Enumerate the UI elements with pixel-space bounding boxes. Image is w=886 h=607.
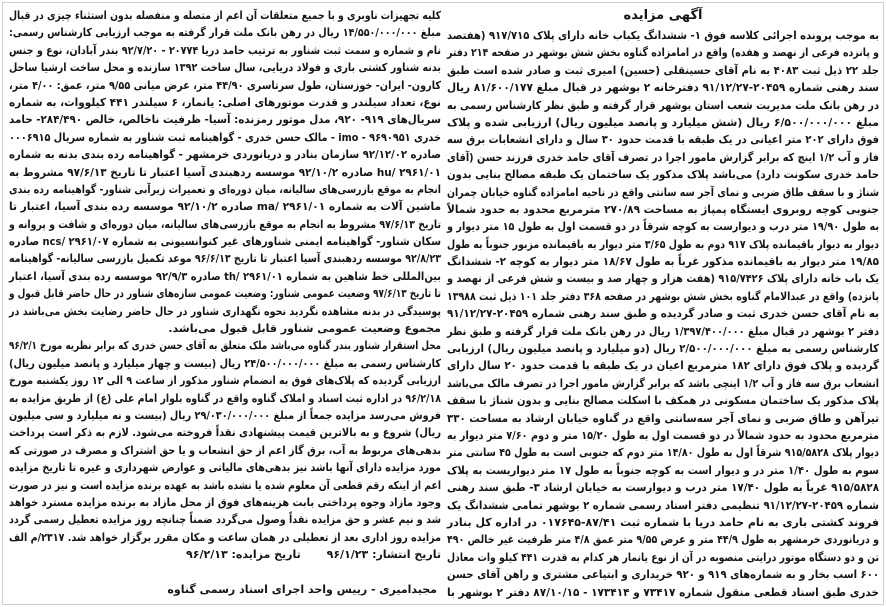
auction-date: تاریخ مزایده: ۹۶/۲/۱۳ <box>186 548 301 562</box>
text-line: سند رهنی شماره ۲۰۴۵۹-۹۱/۱۲/۲۷ دفترخانه ۲ بوشهر در قبال مبلغ ۸۱/۶۰۰/۱۷۷ ریال <box>447 81 879 95</box>
blank-line <box>9 564 441 581</box>
text-line: تاریخ ۹۷/۶/۱۳ مشروط به انجام به موقع بازرسی‌های سالیانه، میان دوره‌ای و شافت و پروانه و <box>9 217 441 231</box>
text-line: پوسیدگی در بدنه مشاهده نگردید نحوه نگهداری شناور در حال حاضر رضایت بخش می‌باشد در <box>8 304 441 318</box>
text-line: حامد خدری سکونت دارد) می‌باشد پلاک مذکور یک ساختمان یک طبقه مصالح بنایی بدون <box>447 168 879 182</box>
text-line: بدنه شناور کشتی باری و فولاد دریایی، سال ساخت ۱۳۹۲ سازنده و محل ساخت ارشیا ساحل <box>9 61 441 75</box>
text-line: شد و نیم عشر و حق مزایده نقداً وصول می‌گردد ضمناً چنانچه روز مزایده تعطیل رسمی گردد <box>8 513 441 527</box>
text-line: یک باب خانه دارای پلاک ۹۱۵/۷۴۲۶ (هفت هزار و چهار صد و بیست و شش فرعی از نهصد و <box>447 272 879 286</box>
right-column-body <box>447 27 879 601</box>
text-line: ۹۶/۲/۱۸ در اداره ثبت اسناد و املاک گناوه واقع در گناوه بلوار امام علی (ع) از طریق مزایده به <box>9 391 441 405</box>
text-line: فوق دارای ۲۰۲ متر اعیانی در یک طبقه با قدمت حدود ۳۰ سال و دارای انشعابات برق سه <box>447 133 879 147</box>
text-line: بدهی‌های مربوط به آب، برق گاز اعم از حق انشعاب و یا حق اشتراک و مصرف در صورتی که <box>8 443 441 457</box>
text-line: وجود مازاد وجوه پرداختی بابت هزینه‌های فوق از محل مازاد به برنده مزایده مسترد خواهد <box>9 495 441 509</box>
text-line: مبلغ ۱۴/۵۵۰/۰۰۰/۰۰۰ ریال در رهن بانک ملت قرار گرفته به موجب ارزیابی کارشناس رسمی: <box>9 26 441 40</box>
text-line: به طول ۱۹/۹۰ متر درب و دیوارست به کوچه شرقاً در دو قسمت اول به طول ۱۵ متر دیوار و <box>447 220 879 234</box>
text-line: شماره ۲۰۴۵۹-۹۱/۱۲/۲۷ تنظیمی دفتر اسناد رسمی شماره ۲ بوشهر تمامی ششدانگ یک <box>447 498 879 512</box>
text-line: دیوار پلاک ۹۱۵/۵۸۲۸ شرقاً اول به طول ۱۴/۸۰ متر دوم که جنوبی است به طول ۴۵ سانتی متر <box>446 446 879 460</box>
text-line: ارزیابی گردیده که پلاک‌های فوق به انضمام شناور مذکور از ساعت ۹ الی ۱۲ روز یکشنبه مورخ <box>9 374 442 388</box>
text-line: سریال‌های ۹۱۹- ۹۲۰، مدل موتور رمزنده: آسیا- ظرفیت ناخالص، خالص ۲۸۴/۴۹۰- حامد <box>8 113 441 127</box>
text-line: خدری ۹۶۹۰۹۵۱ - imo - مالک حسن خدری - گواهینامه ثبت شناور به شماره سریال ۰۰۰۶۹۱۵ <box>9 130 441 144</box>
text-line: ۶۰۰ اسب بخار و به شماره‌های ۹۱۹ و ۹۲۰ خریداری و ابتیاعی مشتری و راهن آقای حسن <box>447 568 879 582</box>
text-line: ریال) شروع و به بالاترین قیمت پیشنهادی نقداً فروخته می‌شود. لازم به ذکر است پرداخت <box>8 426 442 440</box>
text-line: ۹۲/۸/۲۳ موسسه ردهبندی آسیا اعتبار تا تاریخ ۹۶/۶/۱۳ موعد تکمیل بازرسی سالیانه- گواهینامه <box>9 252 441 266</box>
signature: مجیدامیری - رییس واحد اجرای اسناد رسمی گناوه <box>167 582 437 596</box>
text-line: اعم از اینکه رقم قطعی آن معلوم شده یا نشده باشد به عهده برنده مزایده است و نیز در صورت <box>8 478 442 492</box>
text-line: پانزده) واقع در عبدالامام گناوه بخش شش بوشهر در صفحه ۳۶۸ دفتر جلد ۱۰۱ ذیل ثبت ۱۳۹۸۸ <box>446 289 879 303</box>
text-line: و پانزده فرعی از نهصد و هفده) واقع در امامزاده گناوه بخش شش بوشهر در صفحه ۲۱۴ دفتر <box>447 46 879 60</box>
text-line: ماشین آلات به شماره ma/ ۲۹۶۱/۰۱ صادره ۹۲/۱۰/۲ موسسه رده بندی آسیا، اعتبار تا <box>8 200 441 214</box>
text-line: تن و دو دستگاه موتور درایتی منصوبه در آن از نوع یانمار هر کدام به قدرت ۴۴۱ کیلو وات معادل <box>447 550 879 564</box>
text-line: خدری طبق اسناد قطعی منقول شماره ۷۳۴۱۷ و ۱۷۳۴۱۴ - ۸۷/۱۰/۱۵ دفتر ۲ بوشهر با <box>447 585 879 599</box>
text-line: انجام به موقع بازرسی‌های سالیانه، میان دوره‌ای و تعمیرات زیرآبی شناور- گواهینامه رده بندی <box>9 182 441 196</box>
text-line: سوم به طول ۱/۴۰ متر در و دیوار است به کوچه جنوباً به طول ۱۷ متر دیواریست به پلاک <box>447 463 879 477</box>
text-line: صادره ۹۲/۱۲/۰۲ سازمان بنادر و دریانوردی خرمشهر - گواهینامه رده بندی بدنه به شماره <box>9 148 441 162</box>
publication-date: تاریخ انتشار: ۹۶/۱/۲۳ <box>326 548 441 562</box>
right-column <box>447 3 879 601</box>
text-line: مبلغ ۶/۵۰۰/۰۰۰/۰۰۰ ریال (شش میلیارد و پانصد میلیون ریال) ارزیابی شده و پلاک <box>447 115 879 129</box>
text-line: کارشناس رسمی به مبلغ ۲/۵۰۰/۰۰۰/۰۰۰ ریال (دو میلیارد و پانصد میلیون ریال) ارزیابی <box>447 342 879 356</box>
text-line: جنوبی کوچه روبروی ایستگاه پمپاژ به مساحت ۲۷۰/۸۹ مترمربع محدود به حدود شمالاً <box>447 202 879 216</box>
dates-line <box>9 546 441 563</box>
text-line: ۱۹/۸۵ متر دیوار به باقیمانده مذکور غرباً به طول ۱۸/۶۷ متر دیوار به کوچه ۲- ششدانگ <box>447 255 879 269</box>
text-line: و دریانوردی خرمشهر به طول ۴۴/۹ متر و عرض ۹/۵۵ متر عمق ۴/۸ متر ظرفیت غیر خالص ۴۹۰ <box>447 533 879 547</box>
text-line: نوع، تعداد سیلندر و قدرت موتورهای اصلی: یانمار، ۶ سیلندر ۴۴۱ کیلووات، به شماره <box>8 95 442 109</box>
text-line: پلاک مذکور یک ساختمان مسکونی در همکف با اسکلت مصالح بنایی و بدون شناژ با سقف <box>447 394 879 408</box>
text-line: دفتر ۲ بوشهر در قبال مبلغ ۱/۳۹۷/۴۰۰/۰۰۰ ریال در رهن بانک ملت قرار گرفته و طبق نظر <box>447 324 879 338</box>
notice-title: آگهی مزایده <box>623 8 703 23</box>
left-column-body <box>9 7 441 546</box>
text-line: در رهن بانک ملت مدیریت شعب استان بوشهر قرار گرفته و طبق نظر کارشناس رسمی به <box>446 98 879 112</box>
text-line: تا تاریخ ۹۷/۶/۱۳ وضعیت عمومی شناور: وضعیت عمومی سازه‌های شناور در حال حاضر قابل قبول و <box>9 287 441 301</box>
text-line: فاز و آب ۱/۲ اینچ که برابر گزارش مامور اجرا در تصرف آقای حامد خدری فرزند حسن (آقای <box>447 150 879 164</box>
auction-notice <box>2 2 884 605</box>
text-line: مزایده روز اداری بعد از تعطیلی در همان ساعت و مکان مقرر برگزار خواهد شد. ۲۳۱۷/م الف <box>9 530 441 544</box>
text-line: دیوار به دیوار باقیمانده پلاک ۹۱۷ دوم به طول ۳/۶۵ متر دیوار به باقیمانده مزبور جنوباً به طول <box>447 237 879 251</box>
text-line: جلد ۲۲ ذیل ثبت ۴۰۸۳ به نام آقای حسینقلی (حسین) امیری ثبت و صادر شده است طبق <box>447 63 879 77</box>
text-line: گردیده و پلاک فوق دارای ۱۸۲ مترمربع اعیان در یک طبقه با قدمت حدود ۲۰ سال دارای <box>447 359 879 373</box>
text-line: کلیه تجهیزات ناوبری و با جمیع متعلقات آن اعم از متصله و منفصله بدون استثناء چیزی در قبال <box>9 9 441 22</box>
text-line: محل استقرار شناور بندر گناوه می‌باشد ملک متعلق به آقای حسن خدری که برابر نظریه مورخ ۹۶/۲/۱ <box>9 339 441 353</box>
text-line: مورد مزایده دارای آنها باشد نیز بدهی‌های مالیاتی و عوارض شهرداری و غیره تا تاریخ مزایده <box>8 461 441 475</box>
text-line: تیرآهن و طاق ضربی و نمای آجر سه‌سانتی واقع در گناوه خیابان ارشاد به مساحت ۳۳۰ <box>447 411 879 425</box>
text-line: شناژ و با سقف طاق ضربی و نمای آجر سه سانتی واقع در ناحیه امامزاده گناوه خیابان چمران <box>447 185 879 199</box>
left-column <box>9 3 441 598</box>
text-line: ۹۱۵/۵۸۲۸ غرباً به طول ۱۷/۴۰ متر درب و دیوارست به خیابان ارشاد ۳- طبق سند رهنی <box>447 481 879 495</box>
text-line: به نام آقای حسن خدری ثبت و صادر گردیده و طبق سند رهنی شماره ۲۰۴۵۹-۹۱/۱۲/۲۷ <box>447 307 879 321</box>
text-line: بین‌المللی خط شاهین به شماره th/ ۲۹۶۱/۰۱ صادره ۹۲/۹/۳ موسسه رده بندی آسیا، اعتبار <box>9 269 441 283</box>
text-line: انشعاب برق سه فاز و آب ۱/۲ اینچی باشد که برابر گزارش مامور اجرا در تصرف مالک می‌باشد <box>447 376 879 390</box>
text-line: کارون- ایران- خوزستان، طول سرتاسری ۴۴/۹۰ متر، عرض میانی ۹/۵۵ متر، عمق: ۴/۰۰ متر، <box>9 78 441 92</box>
text-line: نام و شماره و سمت ثبت شناور به ترتیب حامد دریا ۲۰۷۷۴ - ۹۲/۷/۲۰ بندر آبادان، نوع و جنس <box>9 43 441 57</box>
text-line: به موجب پرونده اجرائی کلاسه فوق ۱- ششدانگ یکباب خانه دارای پلاک ۹۱۷/۷۱۵ (هفتصد <box>447 29 879 42</box>
text-line: hu/ ۲۹۶۱/۰۱ صادره ۹۲/۱۰/۲ موسسه ردهبندی آسیا اعتبار تا تاریخ ۹۷/۶/۱۳ مشروط به <box>9 165 441 179</box>
text-line: کارشناس رسمی به مبلغ ۲۴/۵۰۰/۰۰۰/۰۰۰ ریال (بیست و چهار میلیارد و پانصد میلیون ریال) <box>9 356 441 370</box>
text-line: فروند کشتی باری به نام حامد دریا با شماره ثبت ۸۷/۴۱-۰۱۷۶۴۵ در اداره کل بنادر <box>446 515 879 529</box>
text-line: مجموع وضعیت عمومی شناور قابل قبول می‌باشد. <box>168 322 441 336</box>
text-line: مترمربع محدود به حدود شمالاً در دو قسمت اول به طول ۱۵/۲۰ متر و دوم ۷/۶۰ متر دیوار به <box>447 428 879 442</box>
text-line: سکان شناور- گواهینامه ایمنی شناورهای غیر کنوانسیونی به شماره ncs/ ۲۹۶۱/۰۷ صادره <box>9 235 441 249</box>
text-line: فروش می‌رسد مزایده جمعاً از مبلغ ۲۹/۰۳۰/۰۰۰/۰۰۰ ریال (بیست و نه میلیارد و سی میلیون <box>9 408 441 422</box>
